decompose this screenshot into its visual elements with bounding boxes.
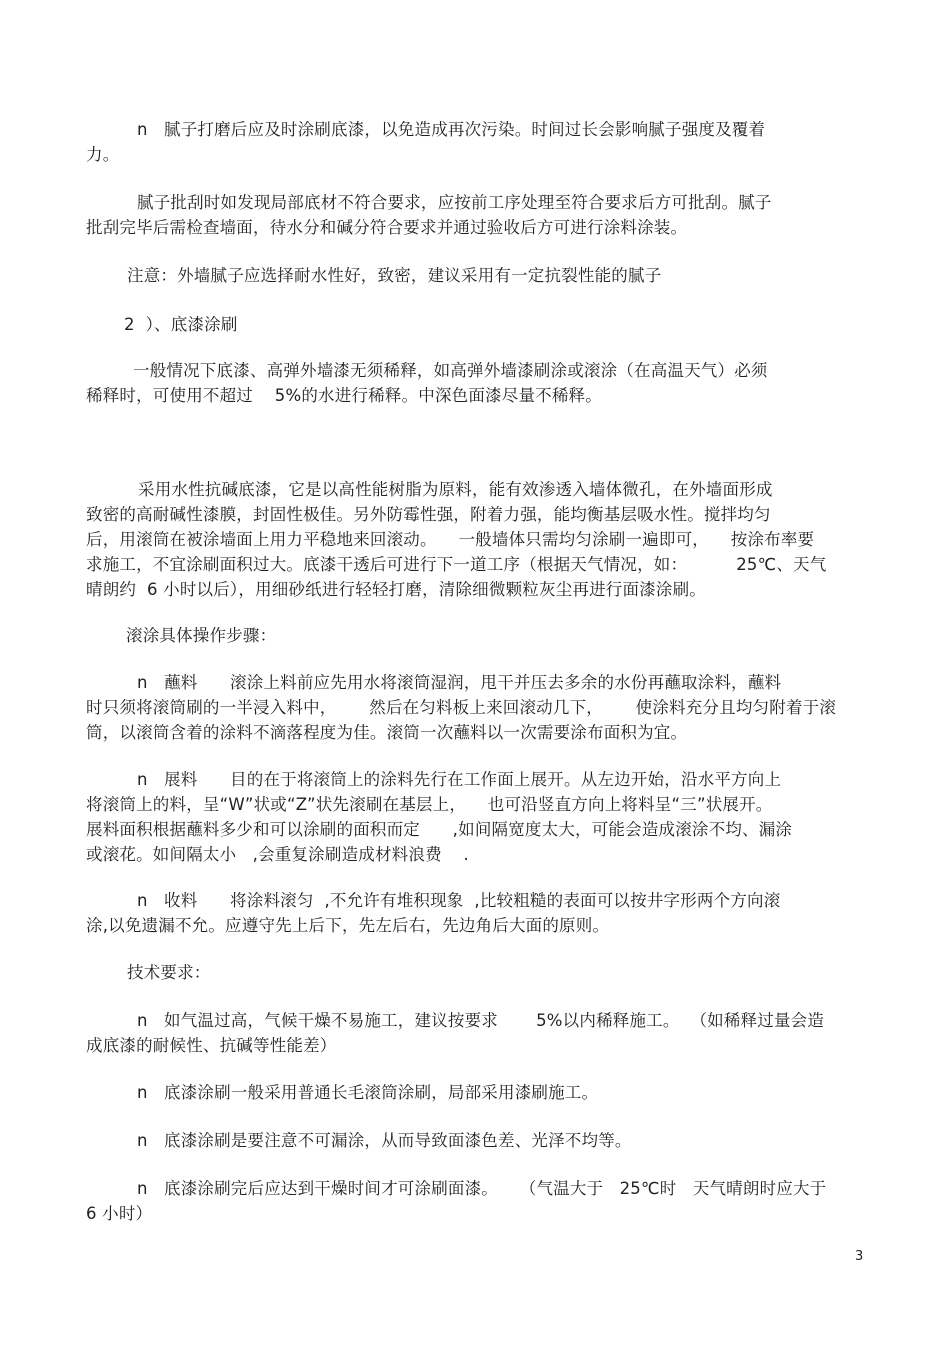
text-line: 滚涂具体操作步骤： [126, 626, 277, 645]
text-line: n 底漆涂刷一般采用普通长毛滚筒涂刷，局部采用漆刷施工。 [137, 1083, 599, 1102]
text-line: 时只须将滚筒刷的一半浸入料中， 然后在匀料板上来回滚动几下， 使涂料充分且均匀附着于滚 [86, 698, 837, 717]
text-line: 腻子批刮时如发现局部底材不符合要求，应按前工序处理至符合要求后方可批刮。腻子 [137, 193, 772, 212]
text-line: 一般情况下底漆、高弹外墙漆无须稀释，如高弹外墙漆刷涂或滚涂（在高温天气）必须 [133, 361, 768, 380]
text-line: 筒，以滚筒含着的涂料不滴落程度为佳。滚筒一次蘸料以一次需要涂布面积为宜。 [86, 723, 688, 742]
text-line: 6 小时） [86, 1204, 153, 1223]
text-line: 将滚筒上的料，呈“W”状或“Z”状先滚刷在基层上， 也可沿竖直方向上将料呈“三”状展开。 [86, 795, 773, 814]
text-line: 求施工，不宜涂刷面积过大。底漆干透后可进行下一道工序（根据天气情况，如： 25℃、天气 [86, 555, 827, 574]
page-number: 3 [855, 1249, 864, 1264]
text-line: 注意：外墙腻子应选择耐水性好，致密，建议采用有一定抗裂性能的腻子 [127, 266, 662, 285]
text-line: 后，用滚筒在被涂墙面上用力平稳地来回滚动。 一般墙体只需均匀涂刷一遍即可， 按涂布率要 [86, 530, 815, 549]
text-line: 成底漆的耐候性、抗碱等性能差） [86, 1036, 337, 1055]
text-line: 力。 [86, 145, 120, 164]
text-line: 技术要求： [127, 963, 211, 982]
text-line: n 底漆涂刷完后应达到干燥时间才可涂刷面漆。 （气温大于 25℃时 天气晴朗时应大于 [137, 1179, 827, 1198]
text-line: n 底漆涂刷是要注意不可漏涂，从而导致面漆色差、光泽不均等。 [137, 1131, 632, 1150]
text-line: n 腻子打磨后应及时涂刷底漆，以免造成再次污染。时间过长会影响腻子强度及覆着 [137, 120, 766, 139]
text-line: 晴朗约 6 小时以后），用细砂纸进行轻轻打磨，清除细微颗粒灰尘再进行面漆涂刷。 [86, 580, 706, 599]
text-line: n 展料 目的在于将滚筒上的涂料先行在工作面上展开。从左边开始，沿水平方向上 [137, 770, 782, 789]
text-line: 涂,以免遗漏不允。应遵守先上后下，先左后右，先边角后大面的原则。 [86, 916, 610, 935]
text-line: n 收料 将涂料滚匀 ,不允许有堆积现象 ,比较粗糙的表面可以按井字形两个方向滚 [137, 891, 781, 910]
text-line: 采用水性抗碱底漆，它是以高性能树脂为原料，能有效渗透入墙体微孔，在外墙面形成 [138, 480, 773, 499]
text-line: n 蘸料 滚涂上料前应先用水将滚筒湿润，甩干并压去多余的水份再蘸取涂料，蘸料 [137, 673, 782, 692]
section-heading: 2 ）、底漆涂刷 [124, 315, 238, 334]
text-line: 批刮完毕后需检查墙面，待水分和碱分符合要求并通过验收后方可进行涂料涂装。 [86, 218, 688, 237]
text-line: 展料面积根据蘸料多少和可以涂刷的面积而定 ,如间隔宽度太大，可能会造成滚涂不均、漏涂 [86, 820, 793, 839]
text-line: n 如气温过高，气候干燥不易施工，建议按要求 5%以内稀释施工。 （如稀释过量会造 [137, 1011, 825, 1030]
text-line: 或滚花。如间隔太小 ,会重复涂刷造成材料浪费 . [86, 845, 470, 864]
text-line: 致密的高耐碱性漆膜，封固性极佳。另外防霉性强，附着力强，能均衡基层吸水性。搅拌均匀 [86, 505, 771, 524]
text-line: 稀释时，可使用不超过 5%的水进行稀释。中深色面漆尽量不稀释。 [86, 386, 602, 405]
